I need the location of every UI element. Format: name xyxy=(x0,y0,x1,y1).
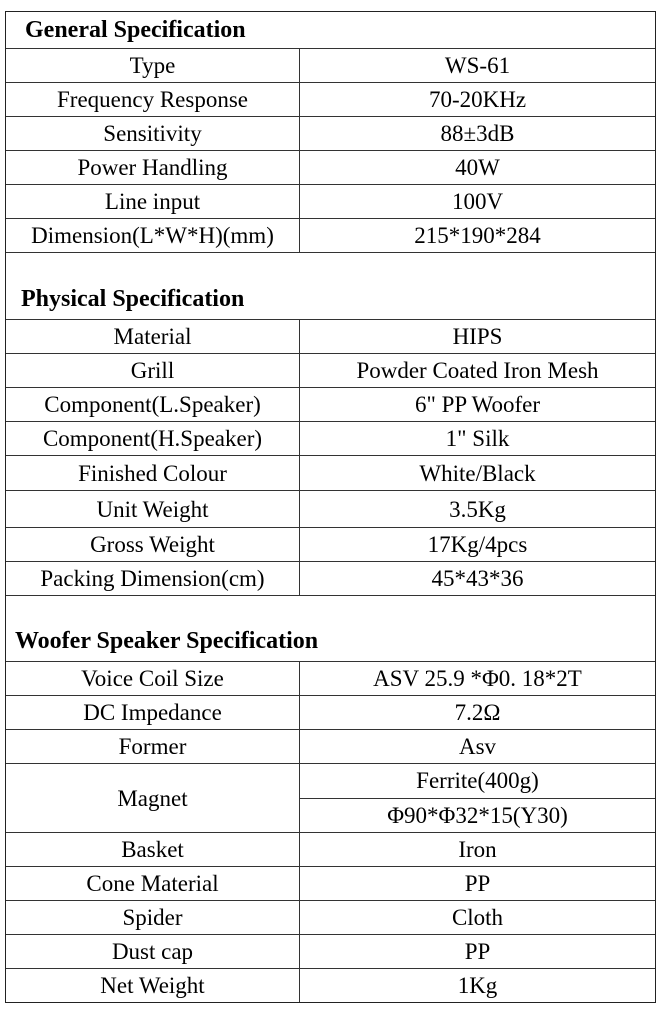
row-value: Ferrite(400g) xyxy=(416,768,539,794)
magnet-row xyxy=(6,763,655,832)
row-label: Cone Material xyxy=(6,867,300,900)
table-row xyxy=(6,82,655,116)
row-value: Asv xyxy=(458,734,497,759)
table-row xyxy=(6,421,655,455)
table-row xyxy=(6,218,655,252)
table-row xyxy=(6,353,655,387)
table-row xyxy=(6,934,655,968)
spec-table xyxy=(5,11,656,1003)
row-value: 88±3dB xyxy=(440,121,515,146)
row-value: WS-61 xyxy=(444,53,511,78)
row-label: Dimension(L*W*H)(mm) xyxy=(6,219,300,252)
row-label: Gross Weight xyxy=(6,528,300,561)
row-value: 1Kg xyxy=(457,973,498,998)
row-value: Φ90*Φ32*15(Y30) xyxy=(300,798,655,833)
row-value: 17Kg/4pcs xyxy=(427,532,528,557)
row-label: Packing Dimension(cm) xyxy=(6,562,300,595)
row-label: Type xyxy=(6,49,300,82)
row-label: Power Handling xyxy=(6,151,300,184)
row-value: 1" Silk xyxy=(445,426,510,451)
row-value: 3.5Kg xyxy=(449,496,506,522)
row-label: Finished Colour xyxy=(6,456,300,490)
row-label: Dust cap xyxy=(6,935,300,968)
row-label: Magnet xyxy=(6,764,300,832)
row-value: 6" PP Woofer xyxy=(414,392,541,417)
row-value: 7.2Ω xyxy=(454,700,501,725)
table-row xyxy=(6,866,655,900)
row-value: Cloth xyxy=(451,905,504,930)
woofer-spec-title: Woofer Speaker Specification xyxy=(6,595,655,661)
row-value: 215*190*284 xyxy=(414,223,541,248)
row-label: Spider xyxy=(6,901,300,934)
row-label: Component(H.Speaker) xyxy=(6,422,300,455)
row-label: Material xyxy=(6,320,300,353)
row-label: Former xyxy=(6,730,300,763)
table-row xyxy=(6,729,655,763)
table-row xyxy=(6,832,655,866)
row-label: DC Impedance xyxy=(6,696,300,729)
row-value: 45*43*36 xyxy=(431,566,524,591)
row-label: Voice Coil Size xyxy=(6,662,300,695)
table-row xyxy=(6,490,655,527)
general-spec-title: General Specification xyxy=(25,17,246,43)
physical-spec-title: Physical Specification xyxy=(6,252,655,319)
row-label: Unit Weight xyxy=(6,491,300,527)
row-value: ASV 25.9 *Φ0. 18*2T xyxy=(373,666,582,691)
row-value: Iron xyxy=(458,837,497,862)
table-row xyxy=(6,561,655,595)
row-label: Net Weight xyxy=(6,969,300,1002)
table-row xyxy=(6,48,655,82)
row-label: Line input xyxy=(6,185,300,218)
row-label: Frequency Response xyxy=(6,83,300,116)
table-row xyxy=(6,695,655,729)
row-value: 100V xyxy=(451,189,504,214)
row-label: Basket xyxy=(6,833,300,866)
table-row xyxy=(6,150,655,184)
table-row xyxy=(6,184,655,218)
row-label: Sensitivity xyxy=(6,117,300,150)
row-value: White/Black xyxy=(419,460,536,486)
row-value: PP xyxy=(464,871,491,896)
row-value: 40W xyxy=(455,155,500,180)
table-row xyxy=(6,116,655,150)
row-value: PP xyxy=(464,939,491,964)
table-row xyxy=(6,661,655,695)
table-row xyxy=(6,319,655,353)
row-label: Component(L.Speaker) xyxy=(6,388,300,421)
magnet-values xyxy=(300,764,655,832)
table-row xyxy=(6,455,655,490)
row-value: Powder Coated Iron Mesh xyxy=(356,358,599,383)
row-value: 70-20KHz xyxy=(428,87,527,112)
table-row xyxy=(6,900,655,934)
table-row xyxy=(6,387,655,421)
table-row xyxy=(6,527,655,561)
row-label: Grill xyxy=(6,354,300,387)
table-row xyxy=(6,968,655,1002)
row-value: HIPS xyxy=(452,324,503,349)
